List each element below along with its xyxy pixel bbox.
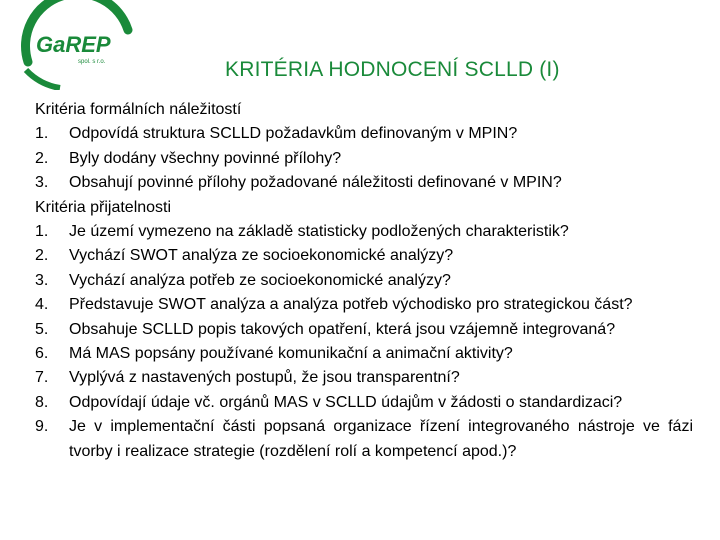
item-text: Vychází analýza potřeb ze socioekonomické analýzy?: [69, 271, 451, 289]
list-item: [35, 415, 693, 464]
item-number: 4.: [35, 296, 49, 314]
criteria-content: [35, 98, 693, 464]
item-number: 8.: [35, 393, 49, 411]
item-text: Je v implementační části popsaná organizace řízení integrovaného nástroje ve fázi tvorby i realizace strategie (rozdělení rolí a kompetencí apod.)?: [69, 418, 693, 460]
list-item: [35, 244, 693, 268]
item-text: Obsahují povinné přílohy požadované náležitosti definované v MPIN?: [69, 174, 562, 192]
logo-subtext: spol. s r.o.: [78, 59, 106, 65]
slide-title: KRITÉRIA HODNOCENÍ SCLLD (I): [225, 58, 560, 81]
item-text: Byly dodány všechny povinné přílohy?: [69, 149, 342, 167]
item-number: 3.: [35, 174, 49, 192]
item-number: 2.: [35, 149, 49, 167]
list-item: [35, 171, 693, 195]
list-item: [35, 391, 693, 415]
list-item: [35, 269, 693, 293]
item-text: Představuje SWOT analýza a analýza potřeb východisko pro strategickou část?: [69, 296, 633, 314]
item-number: 7.: [35, 369, 49, 387]
item-number: 9.: [35, 418, 49, 436]
item-text: Odpovídají údaje vč. orgánů MAS v SCLLD údajům v žádosti o standardizaci?: [69, 393, 623, 411]
list-item: [35, 318, 693, 342]
list-item: [35, 147, 693, 171]
item-number: 6.: [35, 345, 49, 363]
item-text: Má MAS popsány používané komunikační a animační aktivity?: [69, 345, 513, 363]
item-text: Vychází SWOT analýza ze socioekonomické analýzy?: [69, 247, 454, 265]
garep-logo-graphic: [20, 0, 140, 90]
item-text: Odpovídá struktura SCLLD požadavkům definovaným v MPIN?: [69, 125, 518, 143]
list-item: [35, 342, 693, 366]
item-text: Vyplývá z nastavených postupů, že jsou transparentní?: [69, 369, 460, 387]
item-text: Je území vymezeno na základě statisticky podložených charakteristik?: [69, 223, 569, 241]
item-text: Obsahuje SCLLD popis takových opatření, která jsou vzájemně integrovaná?: [69, 320, 616, 338]
list-item: [35, 366, 693, 390]
list-item: [35, 220, 693, 244]
list-item: [35, 293, 693, 317]
item-number: 1.: [35, 125, 49, 143]
logo-text: GaREP: [36, 32, 111, 57]
section-heading-formal: Kritéria formálních náležitostí: [35, 101, 242, 118]
list-item: [35, 122, 693, 146]
item-number: 5.: [35, 320, 49, 338]
item-number: 2.: [35, 247, 49, 265]
item-number: 3.: [35, 271, 49, 289]
company-logo: [20, 0, 140, 90]
section-heading-acceptability: Kritéria přijatelnosti: [35, 198, 172, 216]
item-number: 1.: [35, 223, 49, 241]
